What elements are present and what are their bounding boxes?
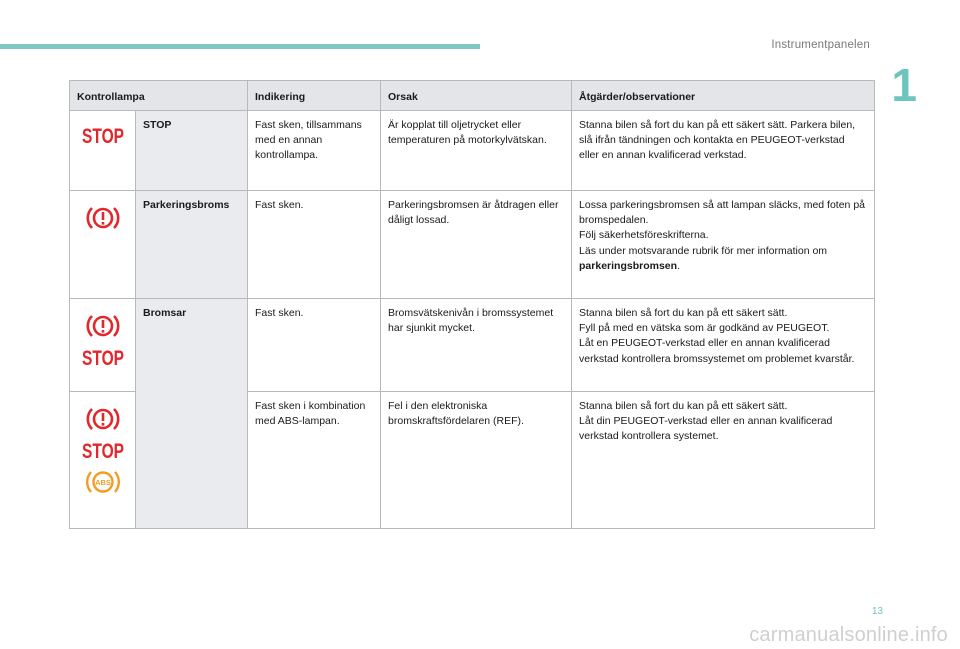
page-number: 13 <box>871 606 883 617</box>
lamp-cause: Fel i den elektroniska bromskraftsfördelaren (REF). <box>381 392 572 529</box>
stop-icon <box>81 346 125 368</box>
parking-brake-icon <box>87 204 119 232</box>
lamp-name: Parkeringsbroms <box>136 191 248 299</box>
lamp-icon-cell <box>70 299 136 392</box>
column-header-action: Åtgärder/observationer <box>572 81 875 111</box>
lamp-indication: Fast sken i kombination med ABS-lampan. <box>248 392 381 529</box>
lamp-indication: Fast sken. <box>248 299 381 392</box>
watermark: carmanualsonline.info <box>749 624 948 646</box>
section-title: Instrumentpanelen <box>771 39 870 51</box>
action-line: Fyll på med en vätska som är godkänd av PEUGEOT. <box>579 322 830 335</box>
action-line: Låt din PEUGEOT-verkstad eller en annan kvalificerad verkstad kontrollera systemet. <box>579 415 833 443</box>
lamp-icon-cell <box>70 111 136 191</box>
abs-icon-text: ABS <box>94 478 111 487</box>
warning-lamp-table <box>69 80 875 529</box>
action-line: Låt en PEUGEOT-verkstad eller en annan kvalificerad verkstad kontrollera bromssystemet om problemet kvarstår. <box>579 337 855 365</box>
lamp-cause: Parkeringsbromsen är åtdragen eller dåligt lossad. <box>381 191 572 299</box>
stop-icon <box>81 439 125 461</box>
table-row <box>70 111 875 191</box>
column-header-indication: Indikering <box>248 81 381 111</box>
stop-icon <box>81 124 125 146</box>
lamp-icon-cell <box>70 191 136 299</box>
action-line: Lossa parkeringsbromsen så att lampan släcks, med foten på bromspedalen. <box>579 199 865 227</box>
action-line: Stanna bilen så fort du kan på ett säkert sätt. <box>579 400 788 412</box>
lamp-action <box>572 299 875 392</box>
lamp-action <box>572 392 875 529</box>
lamp-name: STOP <box>136 111 248 191</box>
abs-icon <box>85 467 121 497</box>
table-row <box>70 299 875 392</box>
lamp-action: Stanna bilen så fort du kan på ett säkert sätt. Parkera bilen, slå ifrån tändningen och kontakta en PEUGEOT-verkstad eller en annan kvalificerad verkstad. <box>572 111 875 191</box>
stop-icon-text: STOP <box>81 347 124 370</box>
chapter-number: 1 <box>891 59 917 111</box>
lamp-cause: Är kopplat till oljetrycket eller temperaturen på motorkylvätskan. <box>381 111 572 191</box>
lamp-cause: Bromsvätskenivån i bromssystemet har sjunkit mycket. <box>381 299 572 392</box>
action-line: Stanna bilen så fort du kan på ett säkert sätt. <box>579 307 788 319</box>
column-header-lamp: Kontrollampa <box>70 81 248 111</box>
lamp-indication: Fast sken, tillsammans med en annan kontrollampa. <box>248 111 381 191</box>
action-bold-term: parkeringsbromsen <box>579 259 678 272</box>
brake-warning-icon <box>87 312 119 340</box>
lamp-action <box>572 191 875 299</box>
lamp-indication: Fast sken. <box>248 191 381 299</box>
action-line: Läs under motsvarande rubrik för mer information om parkeringsbromsen. <box>579 244 828 272</box>
column-header-cause: Orsak <box>381 81 572 111</box>
lamp-icon-cell <box>70 392 136 529</box>
action-line: Följ säkerhetsföreskrifterna. <box>579 229 709 242</box>
accent-bar <box>0 44 480 49</box>
stop-icon-text: STOP <box>81 440 124 463</box>
lamp-name: Bromsar <box>136 299 248 529</box>
table-header-row <box>70 81 875 111</box>
brake-warning-icon <box>87 405 119 433</box>
stop-icon-text: STOP <box>81 125 124 148</box>
table-row <box>70 191 875 299</box>
